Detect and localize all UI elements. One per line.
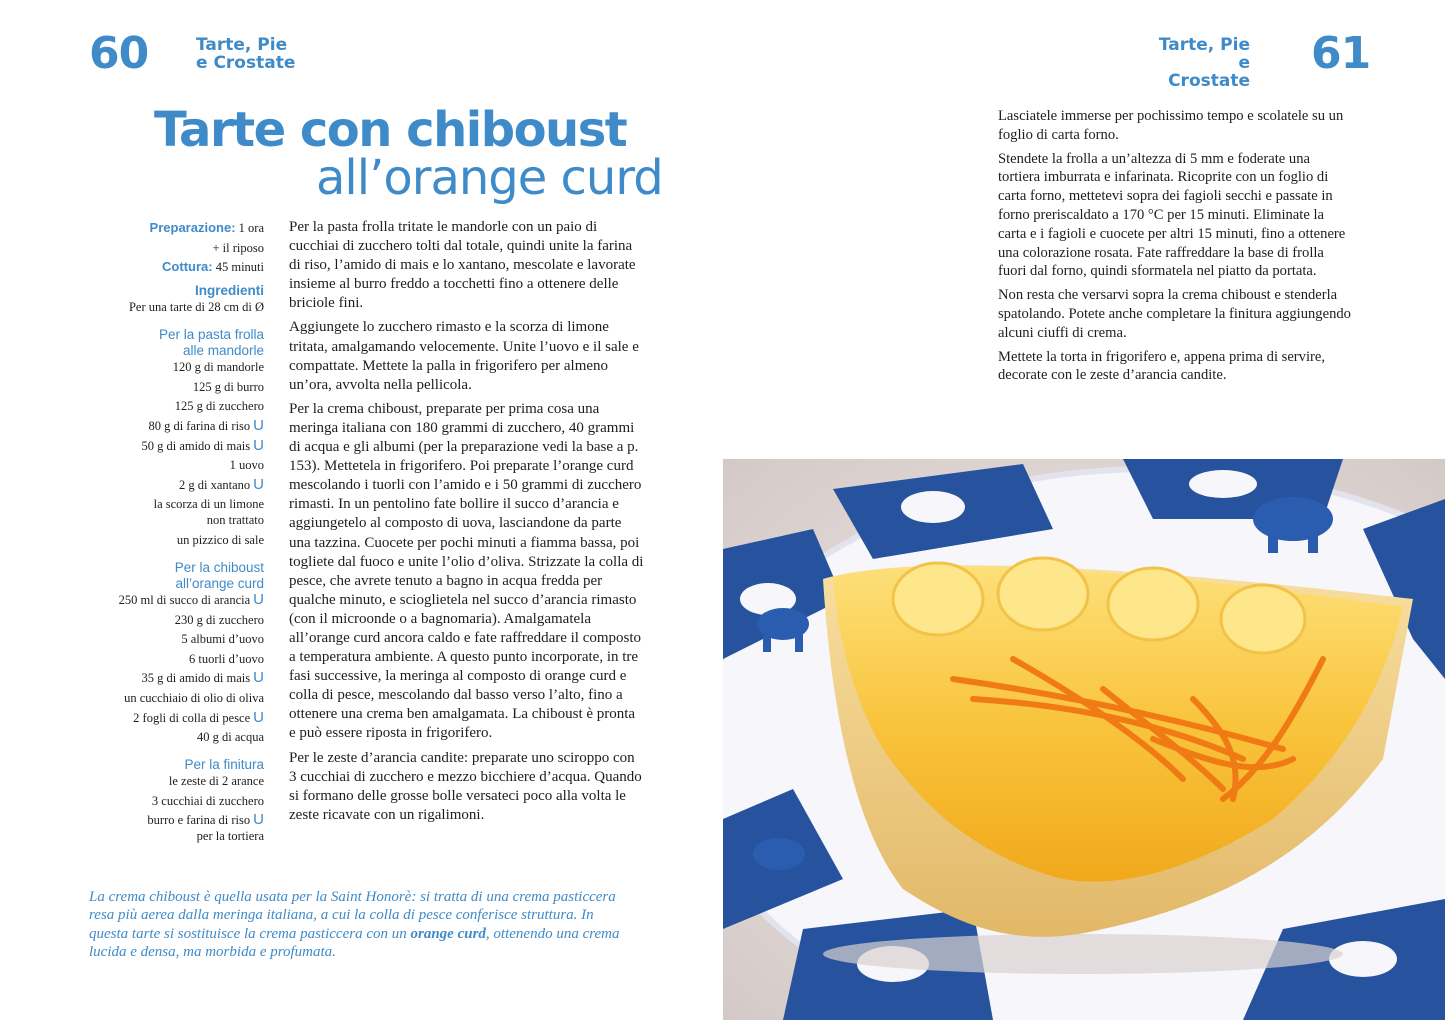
ingredient-text-continued: per la tortiera bbox=[196, 829, 264, 844]
method-paragraph: Per la crema chiboust, preparate per prima cosa una meringa italiana con 180 grammi di zucchero, 40 grammi di acqua e gli albumi (per la preparazione vedi la base a p. 153). Mettetela in frigorifero. Poi preparate l’orange curd mescolando i tuorli con l’amido e i 50 grammi di zucchero rimasti. In un pentolino fate bollire il succo d’arancia e aggiungetelo al composto di uova, lasciandone da parte una tazzina. Cuocete per pochi minuti a fiamma bassa, poi togliete dal fuoco e unite l’olio d’oliva. Strizzate la colla di pesce, che avrete tenuto a bagno in acqua fredda per qualche minuto, e scioglietela nel succo d’arancia rimasto (con il microonde o a bagnomaria). Amalgamatela all’orange curd ancora caldo e fate raffreddare il composto a temperatura ambiente. A questo punto incorporate, in tre fasi successive, la meringa al composto di orange curd e colla di pesce, mescolando dal basso verso l’alto, fino a ottenere una crema ben amalgamata. La chiboust è pronta e può essere riposta in frigorifero. bbox=[289, 400, 644, 742]
ingredient-text: burro e farina di riso bbox=[147, 813, 251, 828]
ingredients-heading: Ingredienti bbox=[194, 283, 264, 299]
method-text-right bbox=[998, 107, 1353, 390]
ingredient-group-heading bbox=[90, 757, 264, 773]
section-title-line: e Crostate bbox=[196, 53, 296, 73]
section-title-left bbox=[196, 36, 295, 72]
ingredient-text: 120 g di mandorle bbox=[172, 360, 264, 375]
method-paragraph: Mettete la torta in frigorifero e, appena prima di servire, decorate con le zeste d’arancia candite. bbox=[998, 348, 1326, 384]
gluten-free-icon: U bbox=[253, 436, 264, 454]
cook-label: Cottura: bbox=[162, 259, 213, 275]
gluten-free-icon: U bbox=[253, 708, 264, 726]
ingredient-text: 6 tuorli d’uovo bbox=[189, 651, 264, 666]
ingredient-item bbox=[90, 418, 264, 434]
ingredient-text: 5 albumi d’uovo bbox=[181, 632, 264, 647]
prep-time bbox=[90, 220, 264, 236]
ingredient-item bbox=[90, 793, 264, 809]
ingredient-item bbox=[90, 477, 264, 493]
method-paragraph: Per le zeste d’arancia candite: preparate uno sciroppo con 3 cucchiai di zucchero e mezzo bicchiere d’acqua. Quando si formano delle grosse bolle versateci poco alla volta le zeste ricavate con un rigalimoni. bbox=[289, 749, 642, 823]
serving-size: Per una tarte di 28 cm di Ø bbox=[128, 300, 264, 315]
ingredients-column bbox=[90, 220, 264, 848]
recipe-title-line1: Tarte con chiboust bbox=[154, 102, 627, 158]
ingredient-item bbox=[90, 690, 264, 706]
section-title-right bbox=[1154, 36, 1250, 90]
ingredient-group-heading-line: alle mandorle bbox=[182, 343, 264, 359]
ingredient-text: 80 g di farina di riso bbox=[148, 418, 251, 433]
ingredient-groups bbox=[90, 327, 264, 844]
gluten-free-icon: U bbox=[253, 669, 264, 687]
ingredient-item bbox=[90, 729, 264, 745]
chef-note bbox=[89, 888, 634, 961]
ingredient-group-heading-line: Per la pasta frolla bbox=[158, 327, 264, 343]
ingredient-text: un cucchiaio di olio di oliva bbox=[124, 690, 264, 705]
ingredient-item bbox=[90, 398, 264, 414]
ingredient-item bbox=[90, 438, 264, 454]
method-paragraph: Aggiungete lo zucchero rimasto e la scorza di limone tritata, amalgamando velocemente. Unite l’uovo e il sale e compattate. Mettete la palla in frigorifero per almeno un’ora, avvolta nella pellicola. bbox=[289, 319, 639, 393]
ingredient-group-heading bbox=[90, 327, 264, 359]
gluten-free-icon: U bbox=[253, 475, 264, 493]
ingredient-text: 125 g di zucchero bbox=[174, 399, 264, 414]
section-title-line: Tarte, Pie bbox=[1158, 35, 1250, 55]
note-text: La crema chiboust è quella usata per la Saint Honorè: si tratta di una crema pasticcera resa più aerea dalla meringa italiana, a cui la colla di pesce conferisce struttura. In questa tarte si sostituisce la crema pasticcera con un bbox=[89, 889, 616, 942]
ingredient-text: 250 ml di succo di arancia bbox=[118, 592, 251, 607]
ingredient-text: 125 g di burro bbox=[192, 379, 264, 394]
method-paragraph: Per la pasta frolla tritate le mandorle con un paio di cucchiai di zucchero tolti dal totale, quindi unite la farina di riso, l’amido di mais e lo xantano, mescolate e lavorate insieme al burro freddo a tocchetti fino a ottenere delle briciole fini. bbox=[289, 219, 636, 312]
ingredient-text: 3 cucchiai di zucchero bbox=[151, 793, 264, 808]
ingredient-item bbox=[90, 631, 264, 647]
ingredient-item bbox=[90, 812, 264, 844]
ingredient-item bbox=[90, 532, 264, 548]
ingredient-item bbox=[90, 773, 264, 789]
recipe-title-line2: all’orange curd bbox=[316, 150, 663, 206]
gluten-free-icon: U bbox=[253, 811, 264, 829]
ingredient-item bbox=[90, 710, 264, 726]
method-paragraph: Non resta che versarvi sopra la crema chiboust e stenderla spatolando. Potete anche completare la finitura aggiungendo alcuni ciuffi di crema. bbox=[998, 287, 1351, 341]
gluten-free-icon: U bbox=[253, 590, 264, 608]
page-number-left: 60 bbox=[89, 28, 149, 79]
ingredient-group-heading-line: Per la chiboust bbox=[174, 559, 264, 575]
ingredient-text: 230 g di zucchero bbox=[174, 612, 264, 627]
ingredient-item bbox=[90, 496, 264, 528]
ingredient-item bbox=[90, 379, 264, 395]
section-title-line: e Crostate bbox=[1168, 53, 1250, 91]
method-paragraph: Lasciatele immerse per pochissimo tempo e scolatele su un foglio di carta forno. bbox=[998, 108, 1344, 143]
cook-time bbox=[90, 259, 264, 275]
ingredient-text-continued: non trattato bbox=[206, 513, 264, 528]
ingredient-text: le zeste di 2 arance bbox=[168, 774, 264, 789]
prep-label: Preparazione: bbox=[149, 220, 236, 235]
ingredient-item bbox=[90, 670, 264, 686]
note-highlight: orange curd bbox=[410, 925, 486, 942]
ingredient-item bbox=[90, 359, 264, 375]
ingredient-text: 2 fogli di colla di pesce bbox=[133, 710, 251, 725]
ingredient-text: la scorza di un limone bbox=[153, 497, 264, 512]
ingredient-group-heading-line: all’orange curd bbox=[175, 575, 264, 591]
prep-value: 1 ora bbox=[238, 221, 264, 235]
ingredient-text: 35 g di amido di mais bbox=[141, 671, 251, 686]
ingredient-text: 2 g di xantano bbox=[178, 477, 251, 492]
ingredient-item bbox=[90, 592, 264, 608]
ingredient-text: 1 uovo bbox=[229, 458, 264, 473]
rest-time: + il riposo bbox=[212, 240, 264, 255]
method-paragraph: Stendete la frolla a un’altezza di 5 mm e foderate una tortiera imburrata e infarinata. Ricoprite con un foglio di carta forno, mettetevi sopra dei fagioli secchi e passate in forno preriscaldato a 170 °C per 15 minuti. Eliminate la carta e i fagioli e cuocete per altri 15 minuti, fino a ottenere una colorazione rosata. Fate raffreddare la base di frolla fuori dal forno, quindi sformatela nel piatto da portata. bbox=[998, 150, 1346, 280]
cook-value: 45 minuti bbox=[215, 260, 264, 275]
method-text-left bbox=[289, 218, 645, 830]
gluten-free-icon: U bbox=[253, 416, 264, 434]
section-title-line: Tarte, Pie bbox=[196, 35, 288, 55]
ingredient-text: un pizzico di sale bbox=[176, 532, 264, 547]
ingredient-group-heading-line: Per la finitura bbox=[184, 757, 264, 773]
ingredient-text: 40 g di acqua bbox=[197, 730, 264, 745]
ingredient-item bbox=[90, 651, 264, 667]
ingredient-text: 50 g di amido di mais bbox=[141, 438, 251, 453]
ingredient-item bbox=[90, 457, 264, 473]
tarte-photo bbox=[723, 459, 1445, 1020]
ingredient-item bbox=[90, 612, 264, 628]
note-text-end: , ottenendo una crema lucida e densa, ma morbida e profumata. bbox=[89, 925, 620, 960]
page-number-right: 61 bbox=[1311, 28, 1371, 79]
ingredient-group-heading bbox=[90, 560, 264, 592]
